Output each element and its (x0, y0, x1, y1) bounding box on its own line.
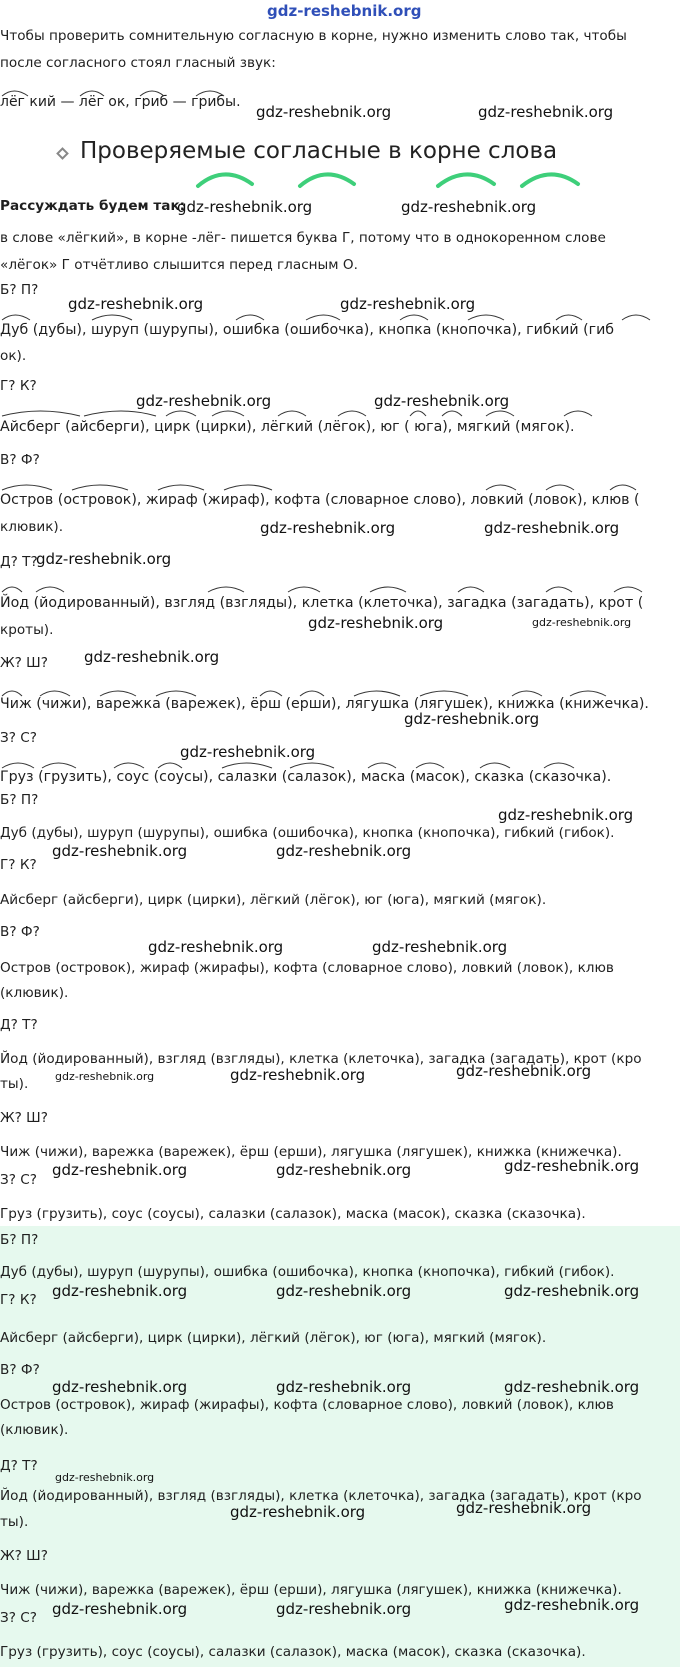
watermark: gdz-reshebnik.org (504, 1157, 640, 1175)
line-zs-1: Груз (грузить), соус (соусы), салазки (салазок), маска (масок), сказка (сказочка). (0, 1644, 586, 1660)
watermark: gdz-reshebnik.org (52, 1161, 188, 1179)
watermark: gdz-reshebnik.org (230, 1066, 366, 1084)
question-vf: В? Ф? (0, 1362, 40, 1378)
line-vf-1: Остров (островок), жираф (жирафы), кофта (словарное слово), ловкий (ловок), клюв (0, 960, 614, 976)
page-heading: Проверяемые согласные в корне слова (80, 138, 558, 164)
question-gk: Г? К? (0, 378, 37, 394)
watermark: gdz-reshebnik.org (36, 550, 172, 568)
watermark: gdz-reshebnik.org (52, 842, 188, 860)
watermark: gdz-reshebnik.org (484, 519, 620, 537)
watermark: gdz-reshebnik.org (52, 1600, 188, 1618)
line-bp-1: Дуб (дубы), шуруп (шурупы), ошибка (ошибочка), кнопка (кнопочка), гибкий (гиб (0, 322, 615, 338)
line-dt-2: кроты). (0, 622, 54, 638)
line-dt-1: Йод (йодированный), взгляд (взгляды), клетка (клеточка), загадка (загадать), крот (кро (0, 1488, 642, 1504)
question-dt: Д? Т? (0, 554, 38, 570)
watermark: gdz-reshebnik.org (256, 103, 392, 121)
line-dt-2: ты). (0, 1514, 29, 1530)
question-vf: В? Ф? (0, 452, 40, 468)
intro-line-2: после согласного стоял гласный звук: (0, 55, 276, 71)
watermark: gdz-reshebnik.org (84, 648, 220, 666)
watermark: gdz-reshebnik.org (230, 1503, 366, 1521)
watermark: gdz-reshebnik.org (404, 710, 540, 728)
line-gk-1: Айсберг (айсберги), цирк (цирки), лёгкий (лёгок), юг ( юга), мягкий (мягок). (0, 419, 575, 435)
line-zs-1: Груз (грузить), соус (соусы), салазки (салазок), маска (масок), сказка (сказочка). (0, 1206, 586, 1222)
watermark: gdz-reshebnik.org (308, 614, 444, 632)
watermark: gdz-reshebnik.org (180, 743, 316, 761)
line-vf-1: Остров (островок), жираф (жираф), кофта (словарное слово), ловкий (ловок), клюв ( (0, 492, 640, 508)
decorative-green-arcs (190, 160, 610, 190)
question-zs: З? С? (0, 1172, 37, 1188)
question-zhsh: Ж? Ш? (0, 655, 48, 671)
intro-example: лёг кий — лёг ок, гриб — грибы. (0, 94, 241, 110)
question-dt: Д? Т? (0, 1017, 38, 1033)
watermark: gdz-reshebnik.org (401, 198, 537, 216)
question-bp: Б? П? (0, 282, 39, 298)
question-gk: Г? К? (0, 857, 37, 873)
watermark: gdz-reshebnik.org (276, 1600, 412, 1618)
watermark: gdz-reshebnik.org (504, 1378, 640, 1396)
watermark: gdz-reshebnik.org (52, 1378, 188, 1396)
watermark: gdz-reshebnik.org (260, 519, 396, 537)
line-gk-1: Айсберг (айсберги), цирк (цирки), лёгкий (лёгок), юг (юга), мягкий (мягок). (0, 892, 547, 908)
line-vf-2: клювик). (0, 519, 64, 535)
watermark: gdz-reshebnik.org (55, 1070, 155, 1083)
line-gk-1: Айсберг (айсберги), цирк (цирки), лёгкий (лёгок), юг (юга), мягкий (мягок). (0, 1330, 547, 1346)
watermark: gdz-reshebnik.org (276, 1378, 412, 1396)
line-zhsh-1: Чиж (чижи), варежка (варежек), ёрш (ерши), лягушка (лягушек), книжка (книжечка). (0, 696, 649, 712)
watermark: gdz-reshebnik.org (68, 295, 204, 313)
question-zs: З? С? (0, 1610, 37, 1626)
line-vf-2: (клювик). (0, 985, 69, 1001)
diamond-icon (56, 147, 69, 160)
watermark: gdz-reshebnik.org (340, 295, 476, 313)
watermark: gdz-reshebnik.org (276, 842, 412, 860)
line-dt-1: Йод (йодированный), взгляд (взгляды), клетка (клеточка), загадка (загадать), крот (кро (0, 1051, 642, 1067)
watermark: gdz-reshebnik.org (148, 938, 284, 956)
question-zs: З? С? (0, 730, 37, 746)
watermark: gdz-reshebnik.org (504, 1596, 640, 1614)
intro-line-1: Чтобы проверить сомнительную согласную в корне, нужно изменить слово так, чтобы (0, 28, 627, 44)
line-dt-2: ты). (0, 1076, 29, 1092)
watermark: gdz-reshebnik.org (177, 198, 313, 216)
line-bp-2: ок). (0, 348, 27, 364)
question-vf: В? Ф? (0, 924, 40, 940)
watermark: gdz-reshebnik.org (532, 616, 632, 629)
watermark: gdz-reshebnik.org (276, 1161, 412, 1179)
question-bp: Б? П? (0, 1232, 39, 1248)
line-vf-2: (клювик). (0, 1422, 69, 1438)
question-gk: Г? К? (0, 1292, 37, 1308)
reasoning-line-2: «лёгок» Г отчётливо слышится перед гласным О. (0, 257, 358, 273)
line-bp-1: Дуб (дубы), шуруп (шурупы), ошибка (ошибочка), кнопка (кнопочка), гибкий (гибок). (0, 1264, 615, 1280)
question-bp: Б? П? (0, 792, 39, 808)
watermark: gdz-reshebnik.org (136, 392, 272, 410)
line-zhsh-1: Чиж (чижи), варежка (варежек), ёрш (ерши), лягушка (лягушек), книжка (книжечка). (0, 1144, 622, 1160)
watermark: gdz-reshebnik.org (504, 1282, 640, 1300)
watermark: gdz-reshebnik.org (456, 1499, 592, 1517)
line-zs-1: Груз (грузить), соус (соусы), салазки (салазок), маска (масок), сказка (сказочка). (0, 769, 612, 785)
line-bp-1: Дуб (дубы), шуруп (шурупы), ошибка (ошибочка), кнопка (кнопочка), гибкий (гибок). (0, 825, 615, 841)
reasoning-label: Рассуждать будем так: (0, 198, 186, 214)
reasoning-line-1: в слове «лёгкий», в корне -лёг- пишется буква Г, потому что в однокоренном слове (0, 230, 606, 246)
watermark: gdz-reshebnik.org (456, 1062, 592, 1080)
question-zhsh: Ж? Ш? (0, 1548, 48, 1564)
watermark-top: gdz-reshebnik.org (267, 2, 422, 20)
question-dt: Д? Т? (0, 1458, 38, 1474)
watermark: gdz-reshebnik.org (55, 1471, 155, 1484)
watermark: gdz-reshebnik.org (478, 103, 614, 121)
root-arcs (0, 404, 670, 418)
line-dt-1: Йод (йодированный), взгляд (взгляды), клетка (клеточка), загадка (загадать), крот ( (0, 595, 644, 611)
question-zhsh: Ж? Ш? (0, 1110, 48, 1126)
root-arcs (0, 580, 670, 594)
line-vf-1: Остров (островок), жираф (жирафы), кофта (словарное слово), ловкий (ловок), клюв (0, 1397, 614, 1413)
watermark: gdz-reshebnik.org (374, 392, 510, 410)
example-arcs (0, 84, 250, 98)
watermark: gdz-reshebnik.org (52, 1282, 188, 1300)
watermark: gdz-reshebnik.org (498, 806, 634, 824)
watermark: gdz-reshebnik.org (372, 938, 508, 956)
watermark: gdz-reshebnik.org (276, 1282, 412, 1300)
line-zhsh-1: Чиж (чижи), варежка (варежек), ёрш (ерши), лягушка (лягушек), книжка (книжечка). (0, 1582, 622, 1598)
